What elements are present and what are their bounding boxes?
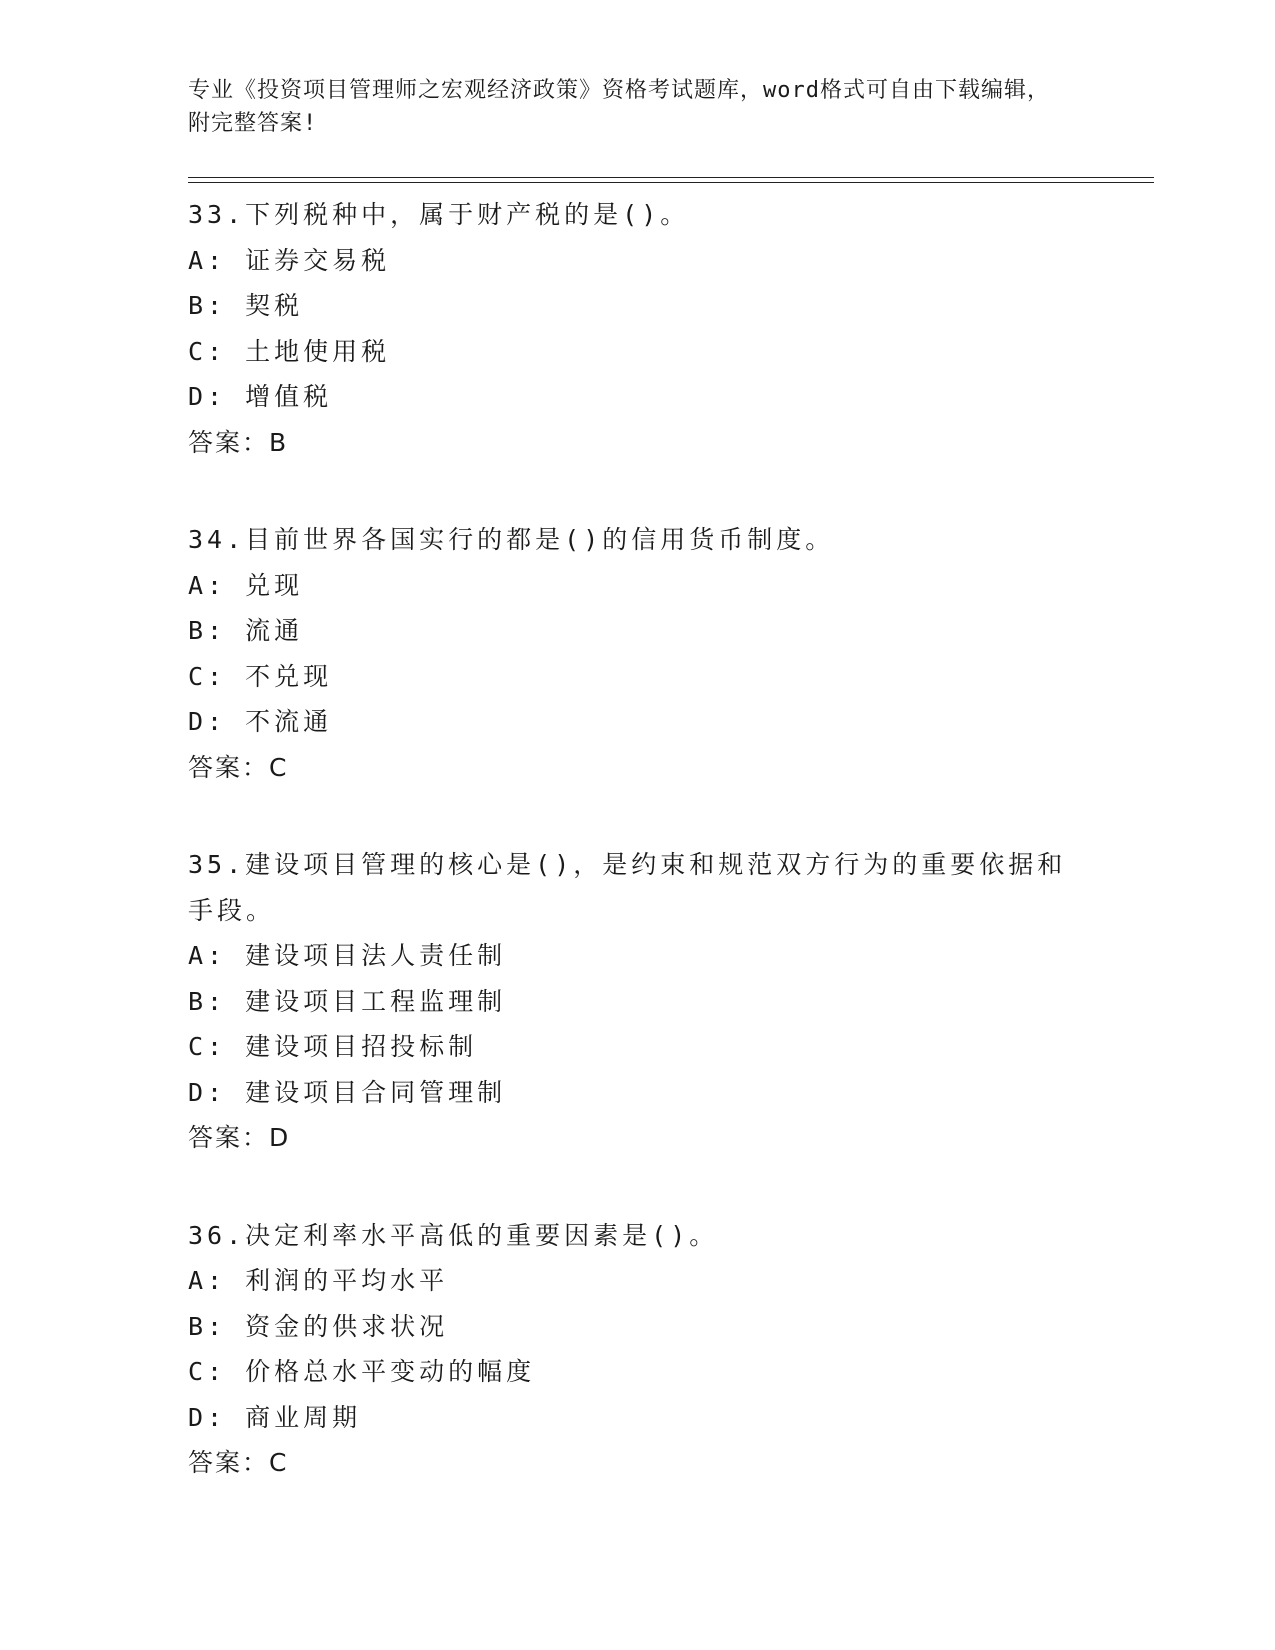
option-d: D: 商业周期 [188,1402,362,1432]
option-a: A: 建设项目法人责任制 [188,941,507,970]
option-a: A: 利润的平均水平 [188,1266,449,1295]
option-d: D: 增值税 [188,382,333,411]
option-c: C: 土地使用税 [188,336,391,366]
option-d: D: 建设项目合同管理制 [188,1077,507,1107]
option-c: C: 价格总水平变动的幅度 [188,1357,536,1386]
option-b: B: 流通 [188,616,304,645]
option-a: A: 证券交易税 [188,245,391,275]
question-34 [188,517,1088,790]
question-33 [188,192,1088,465]
option-c: C: 不兑现 [188,661,333,691]
question-list [188,192,1088,1538]
option-b: B: 资金的供求状况 [188,1311,449,1341]
question-stem: 36.决定利率水平高低的重要因素是()。 [188,1220,719,1250]
header-rule-top [188,177,1154,178]
answer: 答案：B [188,427,289,457]
question-36 [188,1213,1088,1486]
question-stem: 35.建设项目管理的核心是()，是约束和规范双方行为的重要依据和手段。 [188,850,1067,925]
answer: 答案：D [188,1123,291,1152]
answer: 答案：C [188,1448,289,1477]
option-b: B: 建设项目工程监理制 [188,986,507,1016]
header-rule-bottom [188,182,1154,183]
option-b: B: 契税 [188,291,304,320]
question-stem: 33.下列税种中，属于财产税的是()。 [188,200,690,229]
document-intro: 专业《投资项目管理师之宏观经济政策》资格考试题库，word格式可自由下载编辑，附完整答案! [188,78,1050,136]
answer: 答案：C [188,752,289,782]
question-stem: 34.目前世界各国实行的都是()的信用货币制度。 [188,525,835,554]
question-35 [188,842,1088,1161]
option-d: D: 不流通 [188,707,333,736]
option-c: C: 建设项目招投标制 [188,1032,478,1061]
option-a: A: 兑现 [188,570,304,600]
